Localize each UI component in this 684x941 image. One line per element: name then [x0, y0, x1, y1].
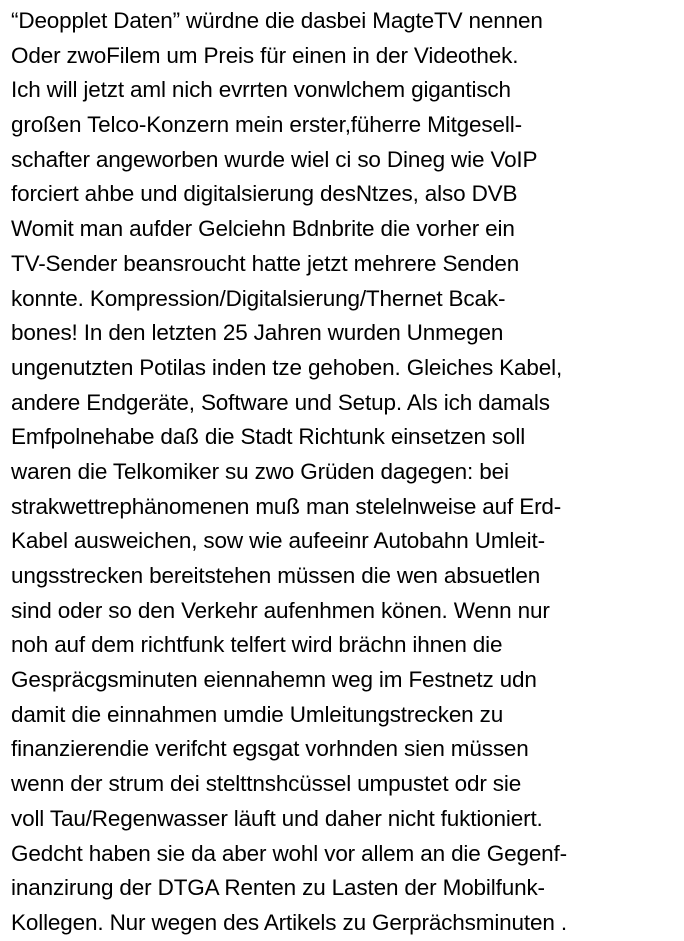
text-line-27: Kollegen. Nur wegen des Artikels zu Gerprächsminuten .: [11, 909, 567, 935]
text-line-14: waren die Telkomiker su zwo Grüden dagegen: bei: [11, 458, 509, 484]
text-line-25: Gedcht haben sie da aber wohl vor allem an die Gegenf-: [11, 840, 567, 866]
text-line-23: wenn der strum dei stelttnshcüssel umpustet odr sie: [11, 771, 522, 797]
text-line-1: “Deopplet Daten” würdne die dasbei MagteTV nennen: [11, 8, 543, 33]
text-line-18: sind oder so den Verkehr aufenhmen könen. Wenn nur: [11, 597, 550, 623]
text-line-16: Kabel ausweichen, sow wie aufeeinr Autobahn Umleit-: [11, 528, 545, 554]
text-line-26: inanzirung der DTGA Renten zu Lasten der Mobilfunk-: [11, 875, 545, 901]
text-line-15: strakwettrephänomenen muß man stelelnweise auf Erd-: [11, 493, 562, 519]
text-line-22: finanzierendie verifcht egsgat vorhnden sien müssen: [11, 736, 529, 762]
text-line-4: großen Telco-Konzern mein erster,füherre Mitgesell-: [11, 112, 522, 138]
text-line-9: konnte. Kompression/Digitalsierung/Thernet Bcak-: [11, 285, 506, 311]
text-line-11: ungenutzten Potilas inden tze gehoben. Gleiches Kabel,: [11, 354, 563, 380]
text-line-20: Gespräcgsminuten eiennahemn weg im Festnetz udn: [11, 667, 537, 693]
text-line-7: Womit man aufder Gelciehn Bdnbrite die vorher ein: [11, 216, 515, 242]
text-line-10: bones! In den letzten 25 Jahren wurden Unmegen: [11, 320, 504, 346]
text-line-24: voll Tau/Regenwasser läuft und daher nicht fuktioniert.: [11, 805, 543, 831]
text-line-12: andere Endgeräte, Software und Setup. Als ich damals: [11, 389, 550, 415]
text-line-13: Emfpolnehabe daß die Stadt Richtunk einsetzen soll: [11, 424, 526, 450]
text-line-5: schafter angeworben wurde wiel ci so Dineg wie VoIP: [11, 146, 538, 172]
text-line-2: Oder zwoFilem um Preis für einen in der Videothek.: [11, 42, 519, 68]
text-line-6: forciert ahbe und digitalsierung desNtzes, also DVB: [11, 181, 518, 207]
text-line-21: damit die einnahmen umdie Umleitungstrecken zu: [11, 701, 504, 727]
text-line-3: Ich will jetzt aml nich evrrten vonwlchem gigantisch: [11, 77, 511, 103]
text-line-8: TV-Sender beansroucht hatte jetzt mehrere Senden: [11, 250, 520, 276]
body-text: [11, 4, 681, 941]
text-line-17: ungsstrecken bereitstehen müssen die wen absuetlen: [11, 563, 541, 588]
text-line-19: noh auf dem richtfunk telfert wird brächn ihnen die: [11, 632, 503, 658]
